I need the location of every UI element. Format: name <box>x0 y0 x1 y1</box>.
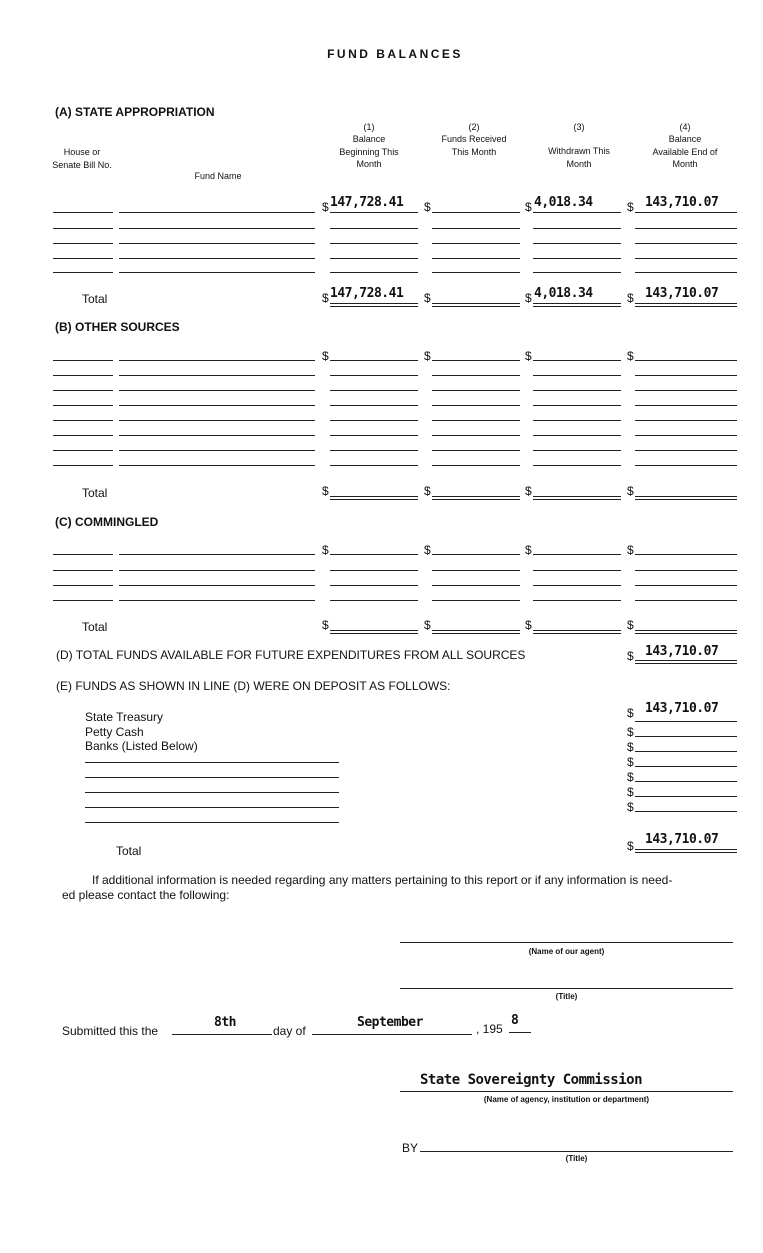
form-line <box>533 212 621 213</box>
deposit-amount-line <box>635 781 737 782</box>
currency-symbol: $ <box>525 349 532 363</box>
a-total-balance-end: 143,710.07 <box>645 286 719 301</box>
currency-symbol: $ <box>525 200 532 214</box>
form-line <box>119 360 315 361</box>
form-line <box>330 435 418 436</box>
form-line <box>330 554 418 555</box>
col3-num: (3) <box>573 122 585 132</box>
deposit-amount-line <box>635 766 737 767</box>
agent-name-line <box>400 942 733 943</box>
form-line <box>432 272 520 273</box>
form-line <box>432 450 520 451</box>
submitted-prefix: Submitted this the <box>62 1024 159 1038</box>
line-d-amount: 143,710.07 <box>645 644 719 659</box>
currency-symbol: $ <box>322 618 329 632</box>
form-line <box>635 435 737 436</box>
state-treasury-amount: 143,710.07 <box>645 701 719 716</box>
col2-label: Funds Received This Month <box>441 134 507 157</box>
form-line <box>53 450 113 451</box>
form-line <box>53 228 113 229</box>
currency-symbol: $ <box>627 543 634 557</box>
form-line <box>330 600 418 601</box>
section-b-heading: (B) OTHER SOURCES <box>55 320 180 334</box>
form-line <box>53 405 113 406</box>
form-line <box>53 570 113 571</box>
total-underline <box>635 660 737 664</box>
form-line <box>119 228 315 229</box>
currency-symbol: $ <box>322 291 329 305</box>
line-e-label: (E) FUNDS AS SHOWN IN LINE (D) WERE ON DEPOSIT AS FOLLOWS: <box>56 679 451 693</box>
agency-line <box>400 1091 733 1092</box>
form-line <box>330 360 418 361</box>
currency-symbol: $ <box>424 484 431 498</box>
form-line <box>330 375 418 376</box>
section-c-heading: (C) COMMINGLED <box>55 515 159 529</box>
form-line <box>432 465 520 466</box>
contact-text: If additional information is needed regarding any matters pertaining to this report or if any information is need- <box>92 873 673 887</box>
form-line <box>119 212 315 213</box>
currency-symbol: $ <box>627 785 634 799</box>
by-caption: (Title) <box>565 1154 588 1163</box>
total-underline <box>635 849 737 853</box>
total-underline <box>635 496 737 500</box>
form-line <box>119 258 315 259</box>
form-line <box>119 420 315 421</box>
form-line <box>533 272 621 273</box>
form-line <box>330 420 418 421</box>
currency-symbol: $ <box>525 543 532 557</box>
currency-symbol: $ <box>525 484 532 498</box>
currency-symbol: $ <box>525 618 532 632</box>
agent-title-line <box>400 988 733 989</box>
bank-line <box>85 777 339 778</box>
a-row1-balance-end: 143,710.07 <box>645 195 719 210</box>
currency-symbol: $ <box>627 349 634 363</box>
form-line <box>533 465 621 466</box>
form-line <box>533 435 621 436</box>
currency-symbol: $ <box>627 484 634 498</box>
form-line <box>635 375 737 376</box>
form-line <box>119 390 315 391</box>
form-line <box>432 258 520 259</box>
form-line <box>119 600 315 601</box>
form-line <box>432 360 520 361</box>
form-line <box>53 435 113 436</box>
currency-symbol: $ <box>424 618 431 632</box>
form-line <box>635 570 737 571</box>
e-total-amount: 143,710.07 <box>645 832 719 847</box>
form-line <box>635 405 737 406</box>
form-line <box>119 243 315 244</box>
bank-line <box>85 807 339 808</box>
currency-symbol: $ <box>424 349 431 363</box>
form-line <box>53 420 113 421</box>
form-line <box>119 450 315 451</box>
bank-line <box>85 792 339 793</box>
deposit-amount-line <box>635 796 737 797</box>
total-underline <box>533 303 621 307</box>
deposit-amount-line <box>635 736 737 737</box>
total-underline <box>432 496 520 500</box>
title-caption: (Title) <box>555 992 578 1001</box>
currency-symbol: $ <box>627 725 634 739</box>
form-line <box>53 554 113 555</box>
total-underline <box>635 630 737 634</box>
contact-text-cont: ed please contact the following: <box>62 888 230 902</box>
form-line <box>635 243 737 244</box>
col1-num: (1) <box>363 122 375 132</box>
b-total-label: Total <box>82 486 108 500</box>
deposit-amount-line <box>635 751 737 752</box>
currency-symbol: $ <box>627 770 634 784</box>
form-line <box>330 243 418 244</box>
a-row1-withdrawn: 4,018.34 <box>534 195 593 210</box>
currency-symbol: $ <box>424 291 431 305</box>
month-line <box>312 1034 472 1035</box>
form-line <box>330 228 418 229</box>
col4-num: (4) <box>679 122 691 132</box>
currency-symbol: $ <box>627 740 634 754</box>
form-line <box>533 420 621 421</box>
currency-symbol: $ <box>627 200 634 214</box>
total-underline <box>330 303 418 307</box>
petty-cash-label: Petty Cash <box>85 725 144 739</box>
form-line <box>432 243 520 244</box>
form-line <box>635 390 737 391</box>
form-line <box>330 212 418 213</box>
bank-line <box>85 822 339 823</box>
form-line <box>330 585 418 586</box>
form-line <box>533 405 621 406</box>
currency-symbol: $ <box>627 706 634 720</box>
form-line <box>432 212 520 213</box>
currency-symbol: $ <box>627 618 634 632</box>
currency-symbol: $ <box>424 543 431 557</box>
form-line <box>330 450 418 451</box>
form-line <box>533 228 621 229</box>
form-line <box>533 554 621 555</box>
form-line <box>53 360 113 361</box>
a-total-label: Total <box>82 292 108 306</box>
form-line <box>432 585 520 586</box>
agency-caption: (Name of agency, institution or department) <box>483 1095 650 1104</box>
currency-symbol: $ <box>322 484 329 498</box>
form-line <box>635 258 737 259</box>
year-digit: 8 <box>511 1013 519 1028</box>
form-line <box>533 258 621 259</box>
bill-no-header: House or Senate Bill No. <box>52 147 112 170</box>
form-line <box>533 585 621 586</box>
total-underline <box>330 496 418 500</box>
form-line <box>119 405 315 406</box>
form-line <box>119 435 315 436</box>
form-line <box>635 600 737 601</box>
form-line <box>533 390 621 391</box>
a-total-withdrawn: 4,018.34 <box>534 286 593 301</box>
form-line <box>330 258 418 259</box>
currency-symbol: $ <box>627 839 634 853</box>
form-line <box>635 420 737 421</box>
currency-symbol: $ <box>627 800 634 814</box>
form-line <box>53 258 113 259</box>
form-line <box>635 228 737 229</box>
form-line <box>635 554 737 555</box>
form-line <box>53 272 113 273</box>
form-line <box>330 465 418 466</box>
deposit-amount-line <box>635 811 737 812</box>
form-line <box>119 554 315 555</box>
a-row1-balance-beginning: 147,728.41 <box>330 195 404 210</box>
total-underline <box>635 303 737 307</box>
form-line <box>432 228 520 229</box>
line-d-label: (D) TOTAL FUNDS AVAILABLE FOR FUTURE EXPENDITURES FROM ALL SOURCES <box>56 648 526 662</box>
form-line <box>432 554 520 555</box>
form-line <box>635 585 737 586</box>
currency-symbol: $ <box>525 291 532 305</box>
form-line <box>533 243 621 244</box>
form-line <box>533 375 621 376</box>
form-line <box>533 570 621 571</box>
col1-label: Balance Beginning This Month <box>339 134 399 169</box>
form-line <box>53 600 113 601</box>
form-line <box>53 465 113 466</box>
form-line <box>432 375 520 376</box>
total-underline <box>432 303 520 307</box>
form-line <box>432 570 520 571</box>
agency-name: State Sovereignty Commission <box>420 1072 643 1088</box>
form-line <box>432 390 520 391</box>
form-line <box>53 212 113 213</box>
day-of-label: day of <box>273 1024 306 1038</box>
day-line <box>172 1034 272 1035</box>
col2-num: (2) <box>468 122 480 132</box>
form-line <box>330 570 418 571</box>
submitted-month: September <box>357 1015 423 1030</box>
total-underline <box>533 630 621 634</box>
submitted-day: 8th <box>214 1015 236 1030</box>
form-line <box>635 360 737 361</box>
currency-symbol: $ <box>424 200 431 214</box>
form-line <box>119 375 315 376</box>
form-line <box>53 390 113 391</box>
e-total-label: Total <box>116 844 142 858</box>
form-line <box>119 570 315 571</box>
currency-symbol: $ <box>627 291 634 305</box>
year-line <box>509 1032 531 1033</box>
form-line <box>635 272 737 273</box>
form-line <box>53 243 113 244</box>
form-line <box>330 272 418 273</box>
year-prefix: , 195 <box>476 1022 503 1036</box>
c-total-label: Total <box>82 620 108 634</box>
section-a-heading: (A) STATE APPROPRIATION <box>55 105 215 119</box>
currency-symbol: $ <box>322 200 329 214</box>
by-label: BY <box>402 1141 419 1155</box>
agent-caption: (Name of our agent) <box>528 947 605 956</box>
form-line <box>635 465 737 466</box>
col4-label: Balance Available End of Month <box>652 134 718 169</box>
by-line <box>420 1151 733 1152</box>
total-underline <box>330 630 418 634</box>
total-underline <box>533 496 621 500</box>
state-treasury-label: State Treasury <box>85 710 164 724</box>
form-line <box>533 450 621 451</box>
page-title: FUND BALANCES <box>327 47 463 61</box>
form-line <box>432 405 520 406</box>
form-line <box>53 585 113 586</box>
form-line <box>432 420 520 421</box>
banks-label: Banks (Listed Below) <box>85 739 198 753</box>
currency-symbol: $ <box>627 755 634 769</box>
form-line <box>330 405 418 406</box>
currency-symbol: $ <box>322 543 329 557</box>
form-line <box>432 435 520 436</box>
form-line <box>119 585 315 586</box>
total-underline <box>432 630 520 634</box>
currency-symbol: $ <box>627 649 634 663</box>
fund-name-header: Fund Name <box>194 171 242 181</box>
form-line <box>432 600 520 601</box>
bank-line <box>85 762 339 763</box>
a-total-balance-beginning: 147,728.41 <box>330 286 404 301</box>
form-line <box>330 390 418 391</box>
form-line <box>53 375 113 376</box>
col3-label: Withdrawn This Month <box>548 146 610 169</box>
form-line <box>533 360 621 361</box>
form-line <box>635 450 737 451</box>
form-line <box>635 212 737 213</box>
form-line <box>533 600 621 601</box>
currency-symbol: $ <box>322 349 329 363</box>
deposit-amount-line <box>635 721 737 722</box>
form-line <box>119 272 315 273</box>
form-line <box>119 465 315 466</box>
